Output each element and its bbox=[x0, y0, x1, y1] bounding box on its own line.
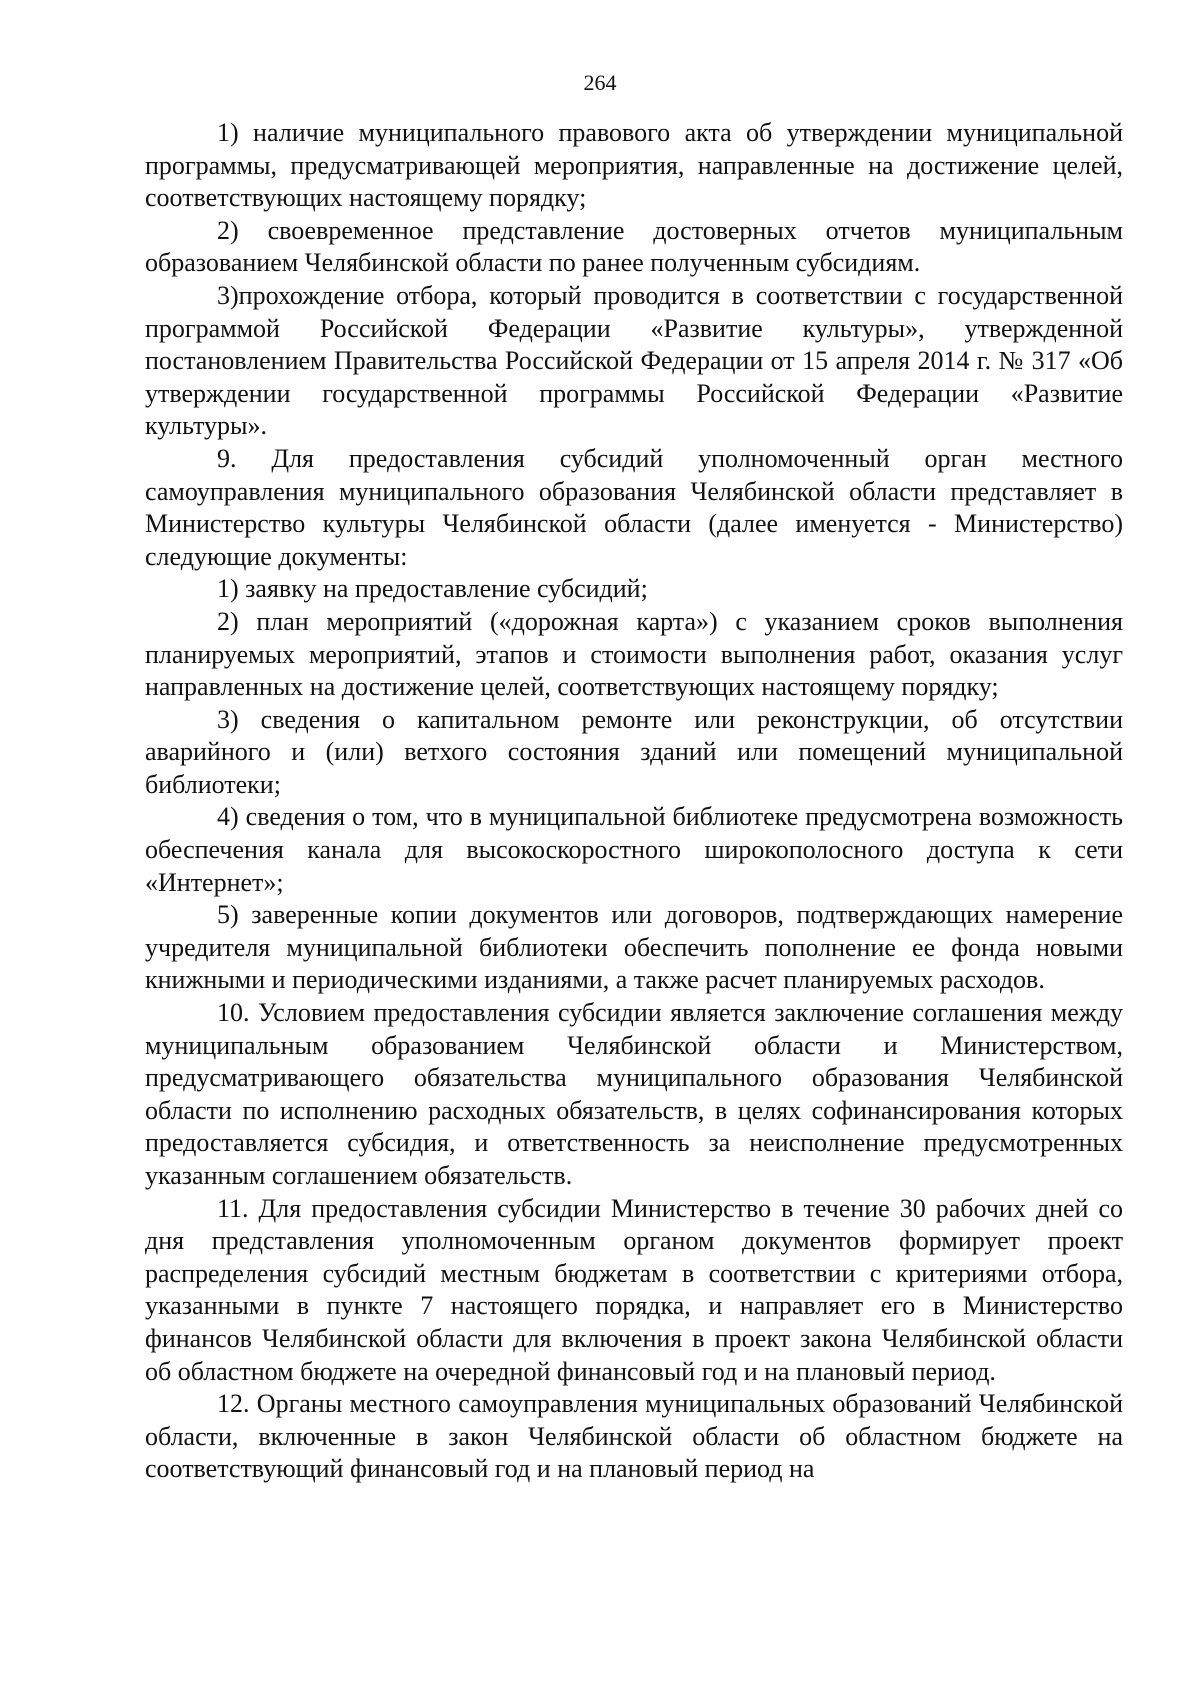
document-body bbox=[145, 117, 1123, 1486]
paragraph-section-10: 10. Условием предоставления субсидии является заключение соглашения между муниципальным образованием Челябинской области и Министерством, предусматривающего обязательства муниципального образования Челябинской области по исполнению расходных обязательств, в целях софинансирования которых предоставляется субсидия, и ответственность за неисполнение предусмотренных указанным соглашением обязательств. bbox=[145, 998, 1123, 1190]
paragraph-item-3-selection: 3)прохождение отбора, который проводится в соответствии с государственной программой Российской Федерации «Развитие культуры», утвержденной постановлением Правительства Российской Федерации от 15 апреля 2014 г. № 317 «Об утверждении государственной программы Российской Федерации «Развитие культуры». bbox=[145, 280, 1123, 441]
paragraph-doc-5-copies: 5) заверенные копии документов или договоров, подтверждающих намерение учредителя муниципальной библиотеки обеспечить пополнение ее фонда новыми книжными и периодическими изданиями, а также расчет планируемых расходов. bbox=[145, 900, 1123, 995]
paragraph-doc-4-internet: 4) сведения о том, что в муниципальной библиотеке предусмотрена возможность обеспечения канала для высокоскоростного широкополосного доступа к сети «Интернет»; bbox=[145, 802, 1123, 897]
page-number: 264 bbox=[583, 70, 617, 95]
paragraph-section-9: 9. Для предоставления субсидий уполномоченный орган местного самоуправления муниципального образования Челябинской области представляет в Министерство культуры Челябинской области (далее именуется - Министерство) следующие документы: bbox=[145, 443, 1123, 571]
paragraph-item-1-program-act: 1) наличие муниципального правового акта об утверждении муниципальной программы, предусматривающей мероприятия, направленные на достижение целей, соответствующих настоящему порядку; bbox=[145, 118, 1123, 213]
paragraph-section-12: 12. Органы местного самоуправления муниципальных образований Челябинской области, включенные в закон Челябинской области об областном бюджете на соответствующий финансовый год и на плановый период на bbox=[145, 1389, 1123, 1484]
paragraph-section-11: 11. Для предоставления субсидии Министерство в течение 30 рабочих дней со дня представления уполномоченным органом документов формирует проект распределения субсидий местным бюджетам в соответствии с критериями отбора, указанными в пункте 7 настоящего порядка, и направляет его в Министерство финансов Челябинской области для включения в проект закона Челябинской области об областном бюджете на очередной финансовый год и на плановый период. bbox=[145, 1193, 1123, 1386]
paragraph-doc-3-repair: 3) сведения о капитальном ремонте или реконструкции, об отсутствии аварийного и (или) ветхого состояния зданий или помещений муниципальной библиотеки; bbox=[145, 704, 1123, 799]
paragraph-item-2-reports: 2) своевременное представление достоверных отчетов муниципальным образованием Челябинской области по ранее полученным субсидиям. bbox=[145, 215, 1123, 278]
paragraph-doc-1-application: 1) заявку на предоставление субсидий; bbox=[217, 574, 648, 604]
paragraph-doc-2-roadmap: 2) план мероприятий («дорожная карта») с указанием сроков выполнения планируемых мероприятий, этапов и стоимости выполнения работ, оказания услуг направленных на достижение целей, соответствующих настоящему порядку; bbox=[145, 606, 1123, 702]
